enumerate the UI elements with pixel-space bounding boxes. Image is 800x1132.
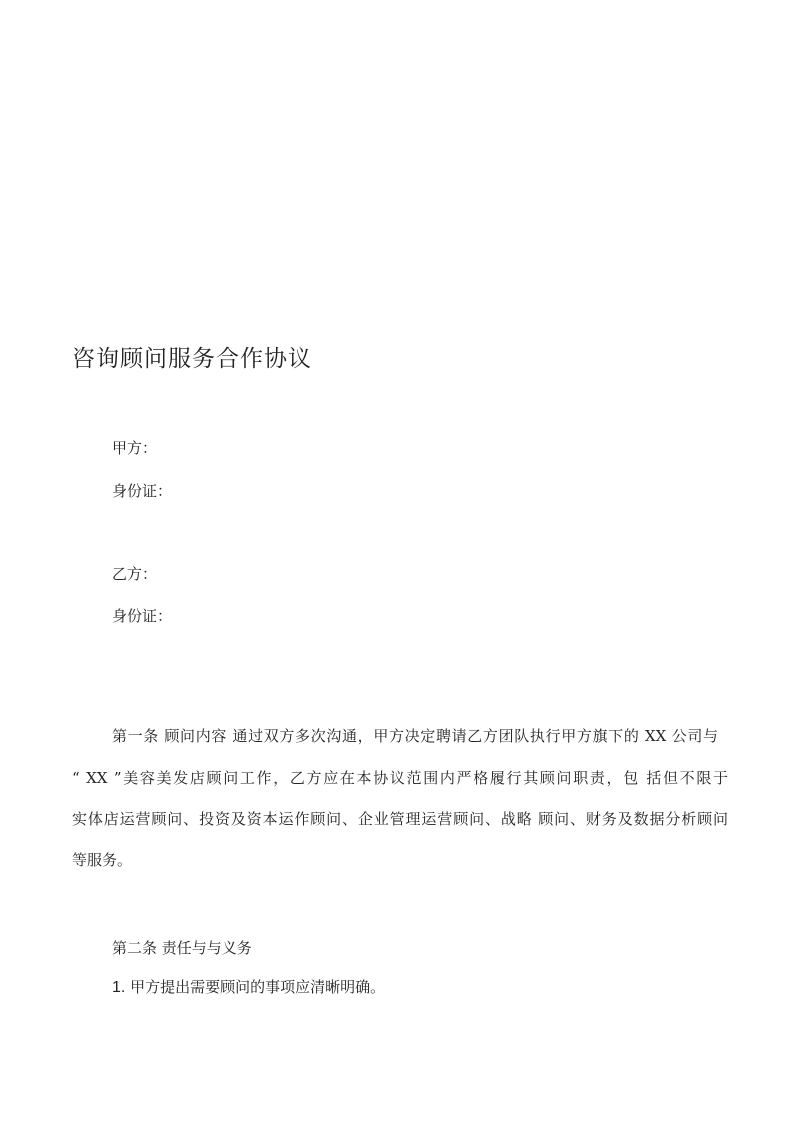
article-1-line-1: 第一条 顾问内容 通过双方多次沟通，甲方决定聘请乙方团队执行甲方旗下的 XX 公司与: [112, 727, 718, 745]
article-2-heading: 第二条 责任与与义务: [112, 939, 252, 957]
article-2-item-1-number: 1.: [112, 979, 126, 996]
party-b-label: 乙方：: [112, 565, 158, 583]
article-2-item-1-text: 甲方提出需要顾问的事项应清晰明确。: [130, 978, 386, 996]
article-1-line-3: 实体店运营顾问、投资及资本运作顾问、企业管理运营顾问、战略 顾问、财务及数据分析顾问: [72, 810, 728, 828]
document-title: 咨询顾问服务合作协议: [72, 346, 312, 372]
party-b-id-label: 身份证：: [112, 607, 173, 625]
party-a-label: 甲方：: [112, 439, 158, 457]
article-1-line-2: “ XX ”美容美发店顾问工作，乙方应在本协议范围内严格履行其顾问职责，包 括但不限于: [72, 769, 728, 787]
article-1-line-4: 等服务。: [72, 851, 133, 869]
party-a-id-label: 身份证：: [112, 482, 173, 500]
article-2-item-1: [112, 976, 385, 997]
